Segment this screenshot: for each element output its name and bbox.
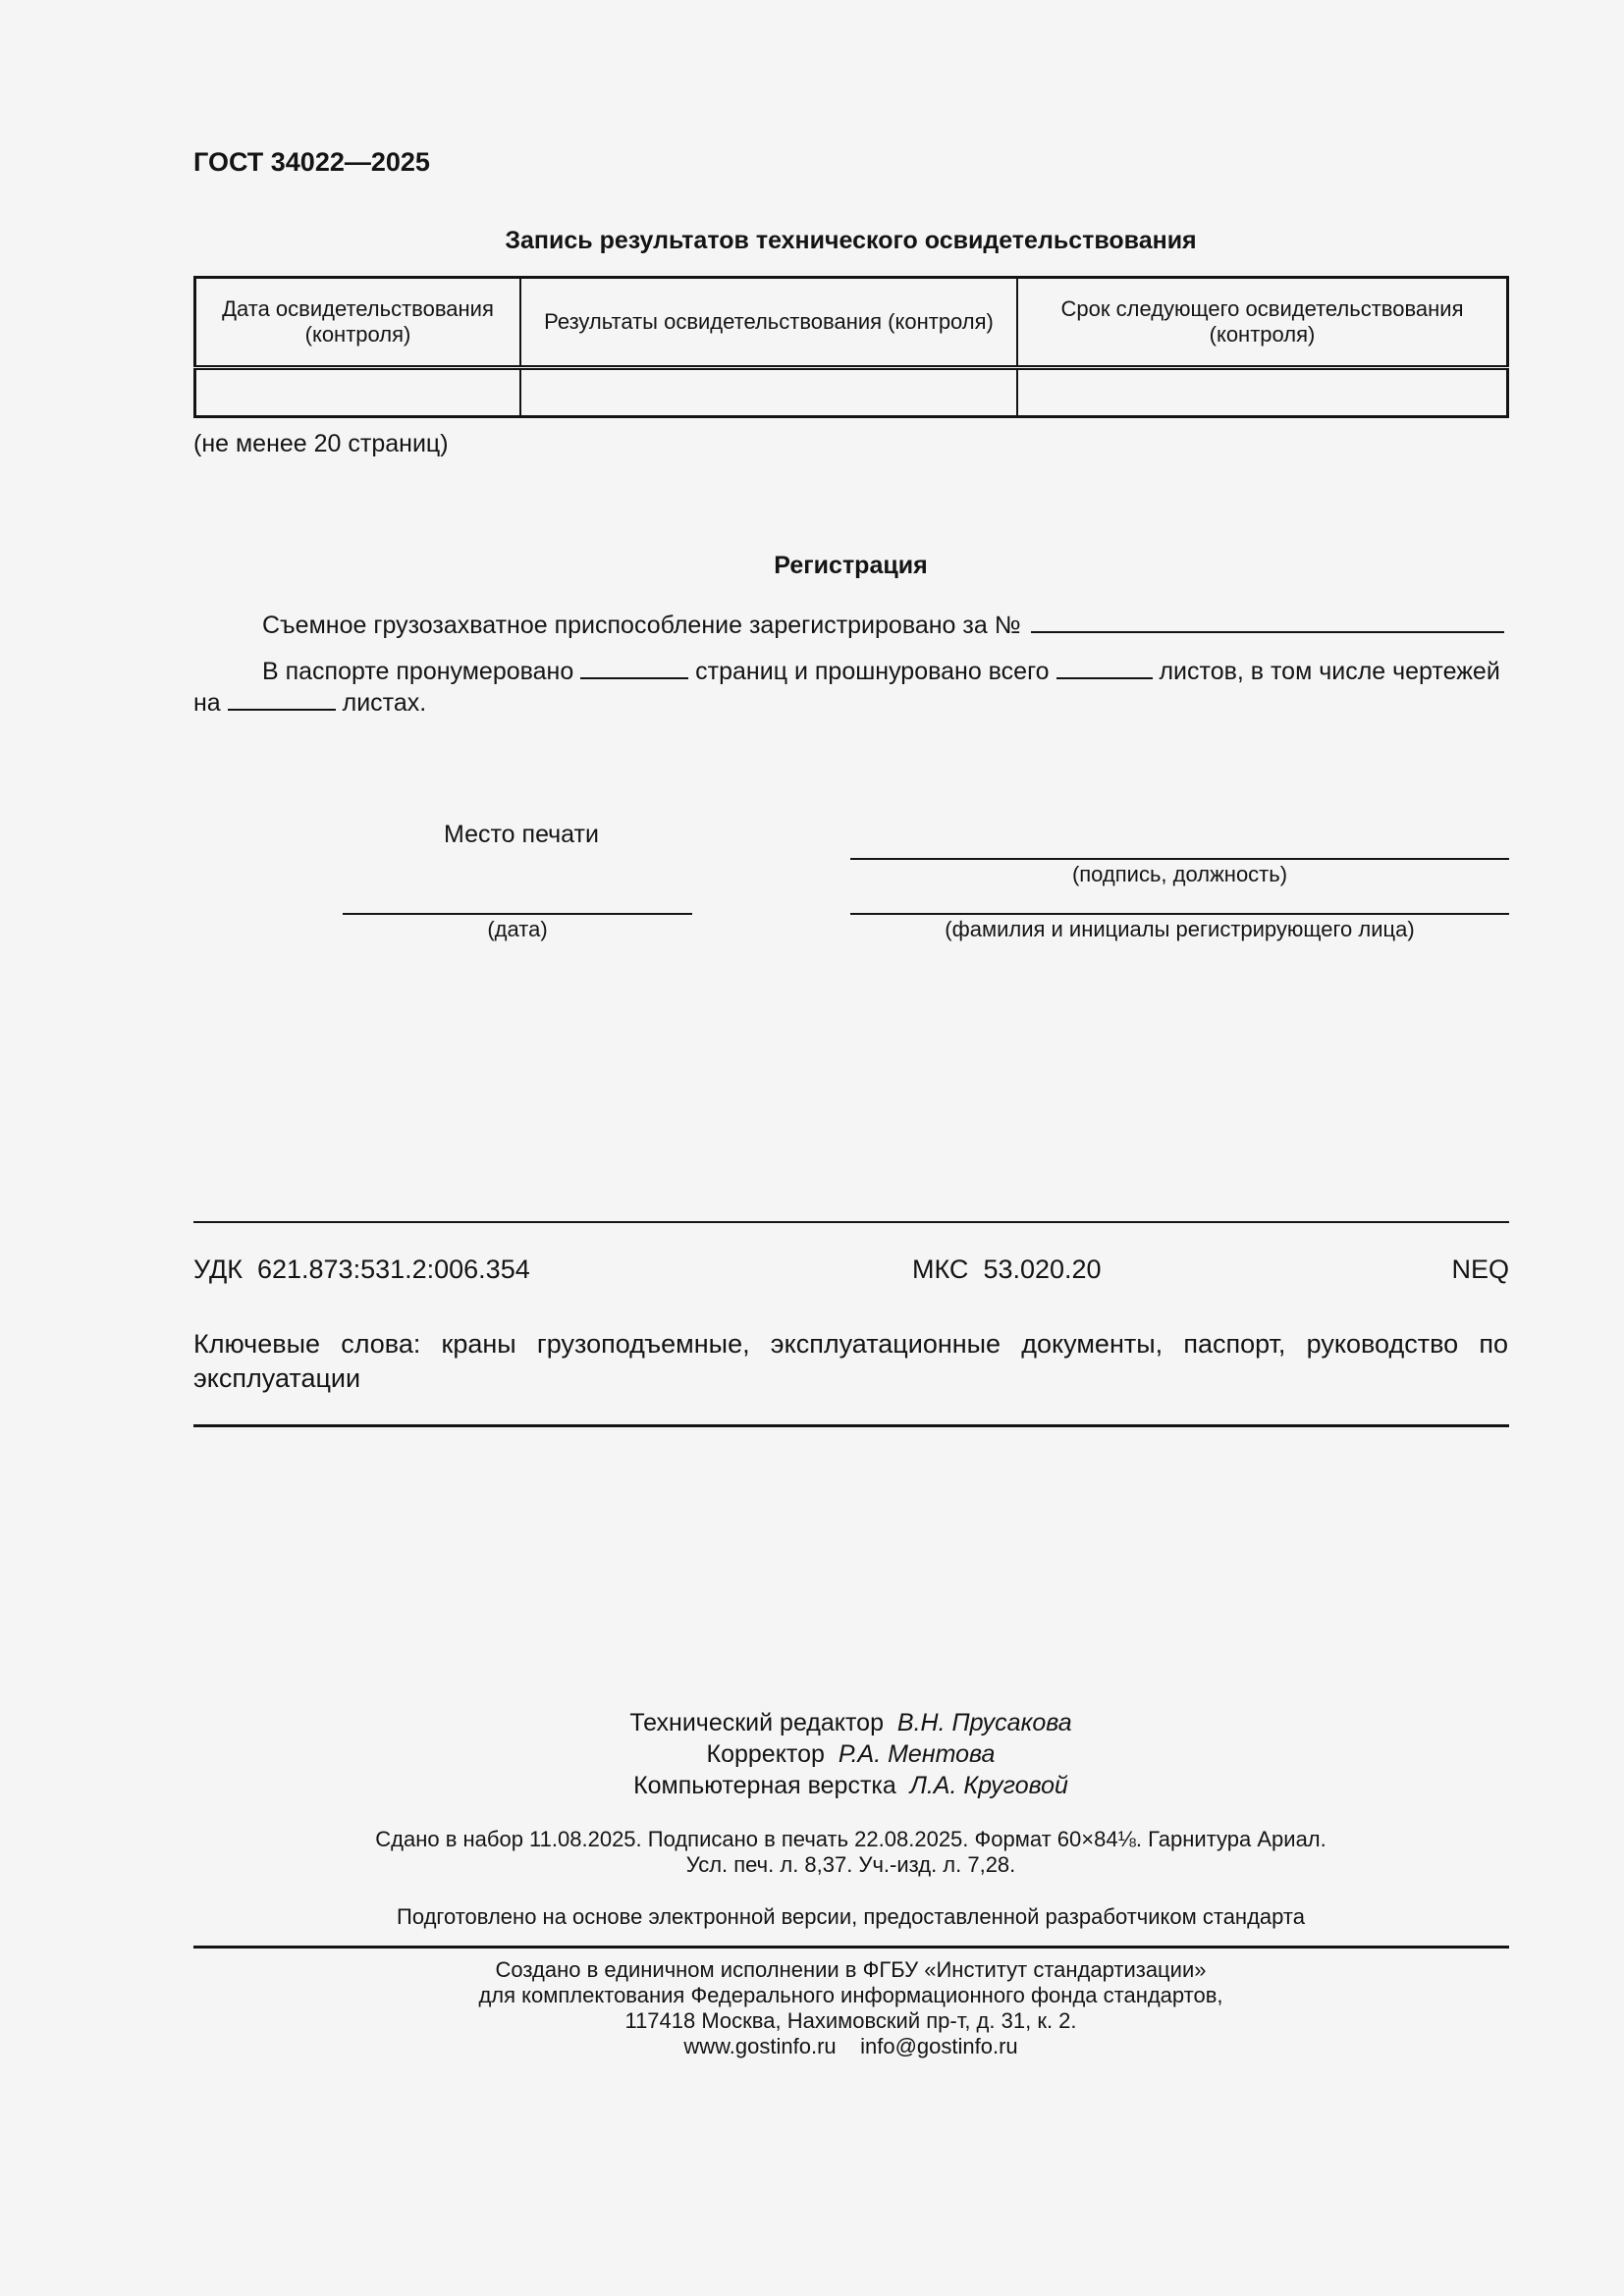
- tech-editor-label: Технический редактор: [629, 1709, 884, 1736]
- table-cell-date[interactable]: [195, 368, 521, 417]
- inspection-table: [193, 276, 1509, 418]
- divider-top: [193, 1221, 1509, 1223]
- mks-label: МКС: [912, 1255, 969, 1284]
- publisher-line-1: Создано в единичном исполнении в ФГБУ «Институт стандартизации»: [495, 1957, 1207, 1982]
- layout-name: Л.А. Круговой: [909, 1772, 1068, 1799]
- pages-note: (не менее 20 страниц): [193, 430, 449, 457]
- drawings-line: [193, 687, 1508, 719]
- keywords: Ключевые слова: краны грузоподъемные, эксплуатационные документы, паспорт, руководство по эксплуатации: [193, 1329, 1508, 1393]
- table-row: [195, 368, 1508, 417]
- mks-value: 53.020.20: [983, 1255, 1102, 1284]
- print-details-line-1: Сдано в набор 11.08.2025. Подписано в печать 22.08.2025. Формат 60×84⅛. Гарнитура Ариал.: [375, 1827, 1326, 1851]
- publisher-address: 117418 Москва, Нахимовский пр-т, д. 31, к. 2.: [624, 2008, 1077, 2033]
- date-line[interactable]: [343, 913, 692, 915]
- website-link[interactable]: www.gostinfo.ru: [683, 2034, 837, 2058]
- date-caption: (дата): [487, 917, 548, 941]
- layout-line: [193, 1772, 1508, 1800]
- print-details-line-2: Усл. печ. л. 8,37. Уч.-изд. л. 7,28.: [685, 1852, 1016, 1877]
- table-cell-next-date[interactable]: [1017, 368, 1508, 417]
- mks-code: [912, 1255, 1102, 1285]
- prepared-note: Подготовлено на основе электронной версии, предоставленной разработчиком стандарта: [397, 1904, 1305, 1929]
- udk-label: УДК: [193, 1255, 243, 1284]
- name-line[interactable]: [850, 913, 1509, 915]
- registration-number-label: Съемное грузозахватное приспособление зарегистрировано за №: [262, 612, 1021, 639]
- registration-number-line: [193, 610, 1508, 641]
- name-caption: (фамилия и инициалы регистрирующего лица): [945, 917, 1415, 941]
- drawings-label: листов, в том числе чертежей: [1159, 658, 1500, 685]
- pages-count-line: [193, 656, 1508, 687]
- table-cell-results[interactable]: [520, 368, 1017, 417]
- neq-mark: NEQ: [1451, 1255, 1509, 1284]
- pages-numbered-label: В паспорте пронумеровано: [262, 658, 574, 685]
- divider-publisher: [193, 1946, 1509, 1949]
- email-link[interactable]: info@gostinfo.ru: [860, 2034, 1018, 2058]
- column-header-next-date: Срок следующего освидетельствования (контроля): [1017, 278, 1508, 368]
- signature-caption: (подпись, должность): [1071, 862, 1288, 886]
- corrector-line: [193, 1740, 1508, 1769]
- drawings-on-label: на: [193, 689, 221, 717]
- sheets-total-field[interactable]: [1056, 656, 1153, 679]
- drawings-sheets-field[interactable]: [228, 687, 336, 711]
- table-header-row: [195, 278, 1508, 368]
- column-header-date: Дата освидетельствования (контроля): [195, 278, 521, 368]
- stamp-place-label: Место печати: [444, 821, 599, 848]
- registration-title: Регистрация: [774, 552, 928, 579]
- tech-editor-name: В.Н. Прусакова: [896, 1709, 1072, 1736]
- corrector-label: Корректор: [706, 1740, 825, 1768]
- udk-value: 621.873:531.2:006.354: [256, 1255, 530, 1284]
- sheets-label: листах.: [342, 689, 427, 717]
- udk-code: [193, 1255, 530, 1285]
- layout-label: Компьютерная верстка: [633, 1772, 896, 1799]
- publisher-line-2: для комплектования Федерального информационного фонда стандартов,: [478, 1983, 1223, 2007]
- pages-laced-label: страниц и прошнуровано всего: [695, 658, 1050, 685]
- signature-line[interactable]: [850, 858, 1509, 860]
- inspection-section-title: Запись результатов технического освидетельствования: [505, 227, 1197, 254]
- pages-numbered-field[interactable]: [580, 656, 688, 679]
- corrector-name: Р.А. Ментова: [838, 1740, 996, 1768]
- registration-number-field[interactable]: [1031, 610, 1504, 633]
- divider-bottom: [193, 1424, 1509, 1427]
- publisher-contacts: [193, 2034, 1508, 2059]
- tech-editor-line: [193, 1709, 1508, 1737]
- document-number: ГОСТ 34022—2025: [193, 147, 430, 177]
- column-header-results: Результаты освидетельствования (контроля): [520, 278, 1017, 368]
- pages-count-paragraph: [193, 656, 1508, 719]
